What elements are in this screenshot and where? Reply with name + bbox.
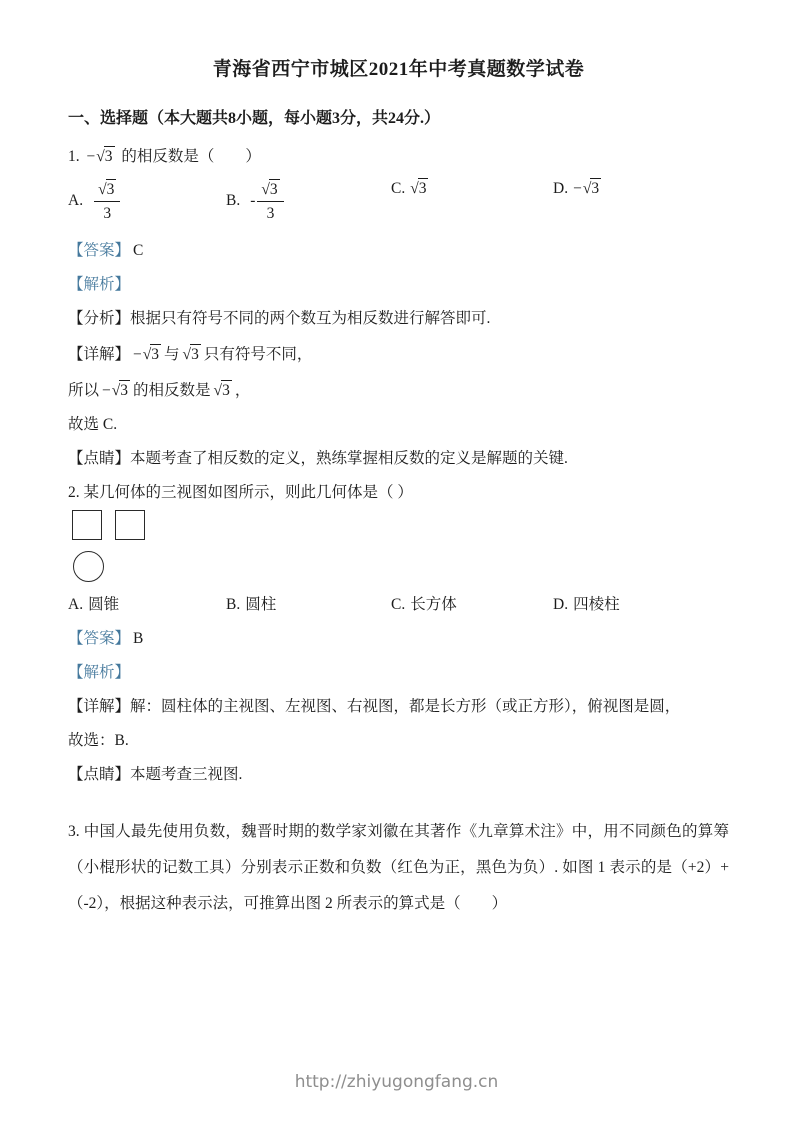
- radical-sign: √: [261, 181, 270, 198]
- radicand: 3: [222, 382, 230, 399]
- radicand: 3: [151, 346, 160, 363]
- q2-analysis-label-line: [68, 662, 729, 684]
- sqrt-expression: [183, 346, 201, 363]
- radicand: 3: [191, 346, 199, 363]
- q1-number: 1.: [68, 148, 80, 165]
- q2-answer-line: [68, 628, 729, 650]
- section-heading: 一、选择题（本大题共8小题，每小题3分，共24分.）: [68, 110, 441, 127]
- radicand: 3: [418, 180, 427, 197]
- line2-prefix: 所以: [68, 382, 100, 399]
- fraction-numerator: [94, 180, 120, 202]
- radical-sign: √: [142, 346, 152, 363]
- sqrt-expression: [143, 346, 161, 363]
- detail-label: 【详解】: [68, 346, 131, 363]
- q1-options: [68, 180, 729, 232]
- option-label: A.: [68, 596, 84, 613]
- sqrt-expression: [96, 148, 114, 165]
- q1-option-a: [68, 180, 226, 224]
- detail-mid-text: 与: [164, 346, 180, 363]
- detail-suffix-text: 只有符号不同，: [203, 346, 313, 363]
- q1-option-d: [553, 180, 729, 198]
- page-title: 青海省西宁市城区2021年中考真题数学试卷: [212, 59, 585, 80]
- option-label: A.: [68, 192, 84, 210]
- q1-detail-line: [68, 342, 729, 368]
- q2-stem: 2. 某几何体的三视图如图所示，则此几何体是（ ）: [68, 484, 413, 501]
- option-label: B.: [226, 596, 241, 613]
- answer-label: 【答案】: [68, 630, 131, 647]
- option-text: 圆柱: [245, 596, 277, 613]
- footer-url: http://zhiyugongfang.cn: [294, 1072, 499, 1092]
- fraction: [257, 180, 283, 224]
- top-view-circle: [73, 551, 104, 582]
- minus-sign: −: [573, 180, 582, 197]
- q2-detail-line: 【详解】解：圆柱体的主视图、左视图、右视图，都是长方形（或正方形），俯视图是圆，: [68, 698, 681, 715]
- radicand: 3: [106, 181, 115, 198]
- math-neg-sqrt3: [102, 382, 130, 399]
- option-label: D.: [553, 596, 569, 613]
- fraction-numerator: [257, 180, 283, 202]
- minus-sign: −: [86, 148, 96, 165]
- analysis-label: 【解析】: [68, 664, 131, 681]
- square-views: [72, 510, 729, 540]
- sqrt-expression: [583, 180, 601, 197]
- q1-option-b: [226, 180, 391, 224]
- analysis-label: 【解析】: [68, 276, 131, 293]
- q1-note: 【点睛】本题考查了相反数的定义，熟练掌握相反数的定义是解题的关键.: [68, 450, 568, 467]
- q1-fenxi-line: 【分析】根据只有符号不同的两个数互为相反数进行解答即可.: [68, 310, 491, 327]
- minus-sign: −: [133, 346, 142, 363]
- fraction-denominator: 3: [103, 205, 112, 223]
- math-sqrt3: [183, 346, 201, 363]
- option-label: B.: [226, 192, 241, 210]
- math-sqrt3: [214, 382, 232, 399]
- math-neg-sqrt3: [133, 346, 161, 363]
- sqrt-expression: [261, 181, 279, 198]
- line2-suffix: ，: [234, 382, 251, 399]
- front-view-square: [72, 510, 102, 540]
- radical-sign: √: [410, 180, 419, 197]
- answer-value: C: [133, 242, 144, 259]
- q2-note: 【点睛】本题考查三视图.: [68, 766, 243, 783]
- sqrt-expression: [112, 382, 130, 399]
- option-text: 长方体: [410, 596, 457, 613]
- fraction-denominator: 3: [266, 205, 275, 223]
- radical-sign: √: [111, 382, 121, 399]
- radical-sign: √: [96, 148, 105, 165]
- option-label: C.: [391, 596, 406, 613]
- minus-sign: -: [250, 192, 256, 210]
- radical-sign: √: [98, 181, 107, 198]
- q1-conclusion: 故选 C.: [68, 416, 118, 433]
- answer-label: 【答案】: [68, 242, 131, 259]
- option-text: 四棱柱: [573, 596, 620, 613]
- q1-stem: [68, 144, 729, 170]
- q2-option-d: [553, 594, 729, 616]
- option-label: C.: [391, 180, 406, 197]
- side-view-square: [115, 510, 145, 540]
- q2-options: [68, 594, 729, 616]
- q1-stem-math: [87, 148, 115, 165]
- three-view-figure: [72, 510, 729, 582]
- q2-conclusion: 故选：B.: [68, 732, 129, 749]
- radicand: 3: [104, 148, 113, 165]
- radical-sign: √: [213, 382, 223, 399]
- fraction: [94, 180, 120, 224]
- option-label: D.: [553, 180, 569, 197]
- q3-stem: 3. 中国人最先使用负数，魏晋时期的数学家刘徽在其著作《九章算术注》中，用不同颜色的算筹（小棍形状的记数工具）分别表示正数和负数（红色为正，黑色为负）. 如图 1 表示的是（+2）+（-2），根据这种表示法，可推算出图 2 所表示的算式是（ ）: [68, 823, 729, 912]
- q1-conclusion-premise-line: [68, 378, 729, 404]
- sqrt-expression: [410, 180, 428, 197]
- q1-answer-line: [68, 240, 729, 262]
- answer-value: B: [133, 630, 144, 647]
- q1-option-c: [391, 180, 553, 198]
- radicand: 3: [269, 181, 278, 198]
- radicand: 3: [120, 382, 129, 399]
- radical-sign: √: [582, 180, 592, 197]
- sqrt-expression: [98, 181, 116, 198]
- q1-stem-text: 的相反数是（ ）: [121, 148, 261, 165]
- line2-mid: 的相反数是: [133, 382, 211, 399]
- option-text: 圆锥: [88, 596, 120, 613]
- minus-sign: −: [102, 382, 111, 399]
- radical-sign: √: [182, 346, 192, 363]
- radicand: 3: [591, 180, 600, 197]
- q1-analysis-label-line: [68, 274, 729, 296]
- sqrt-expression: [214, 382, 232, 399]
- q2-option-a: [68, 594, 226, 616]
- q2-option-c: [391, 594, 553, 616]
- q2-option-b: [226, 594, 391, 616]
